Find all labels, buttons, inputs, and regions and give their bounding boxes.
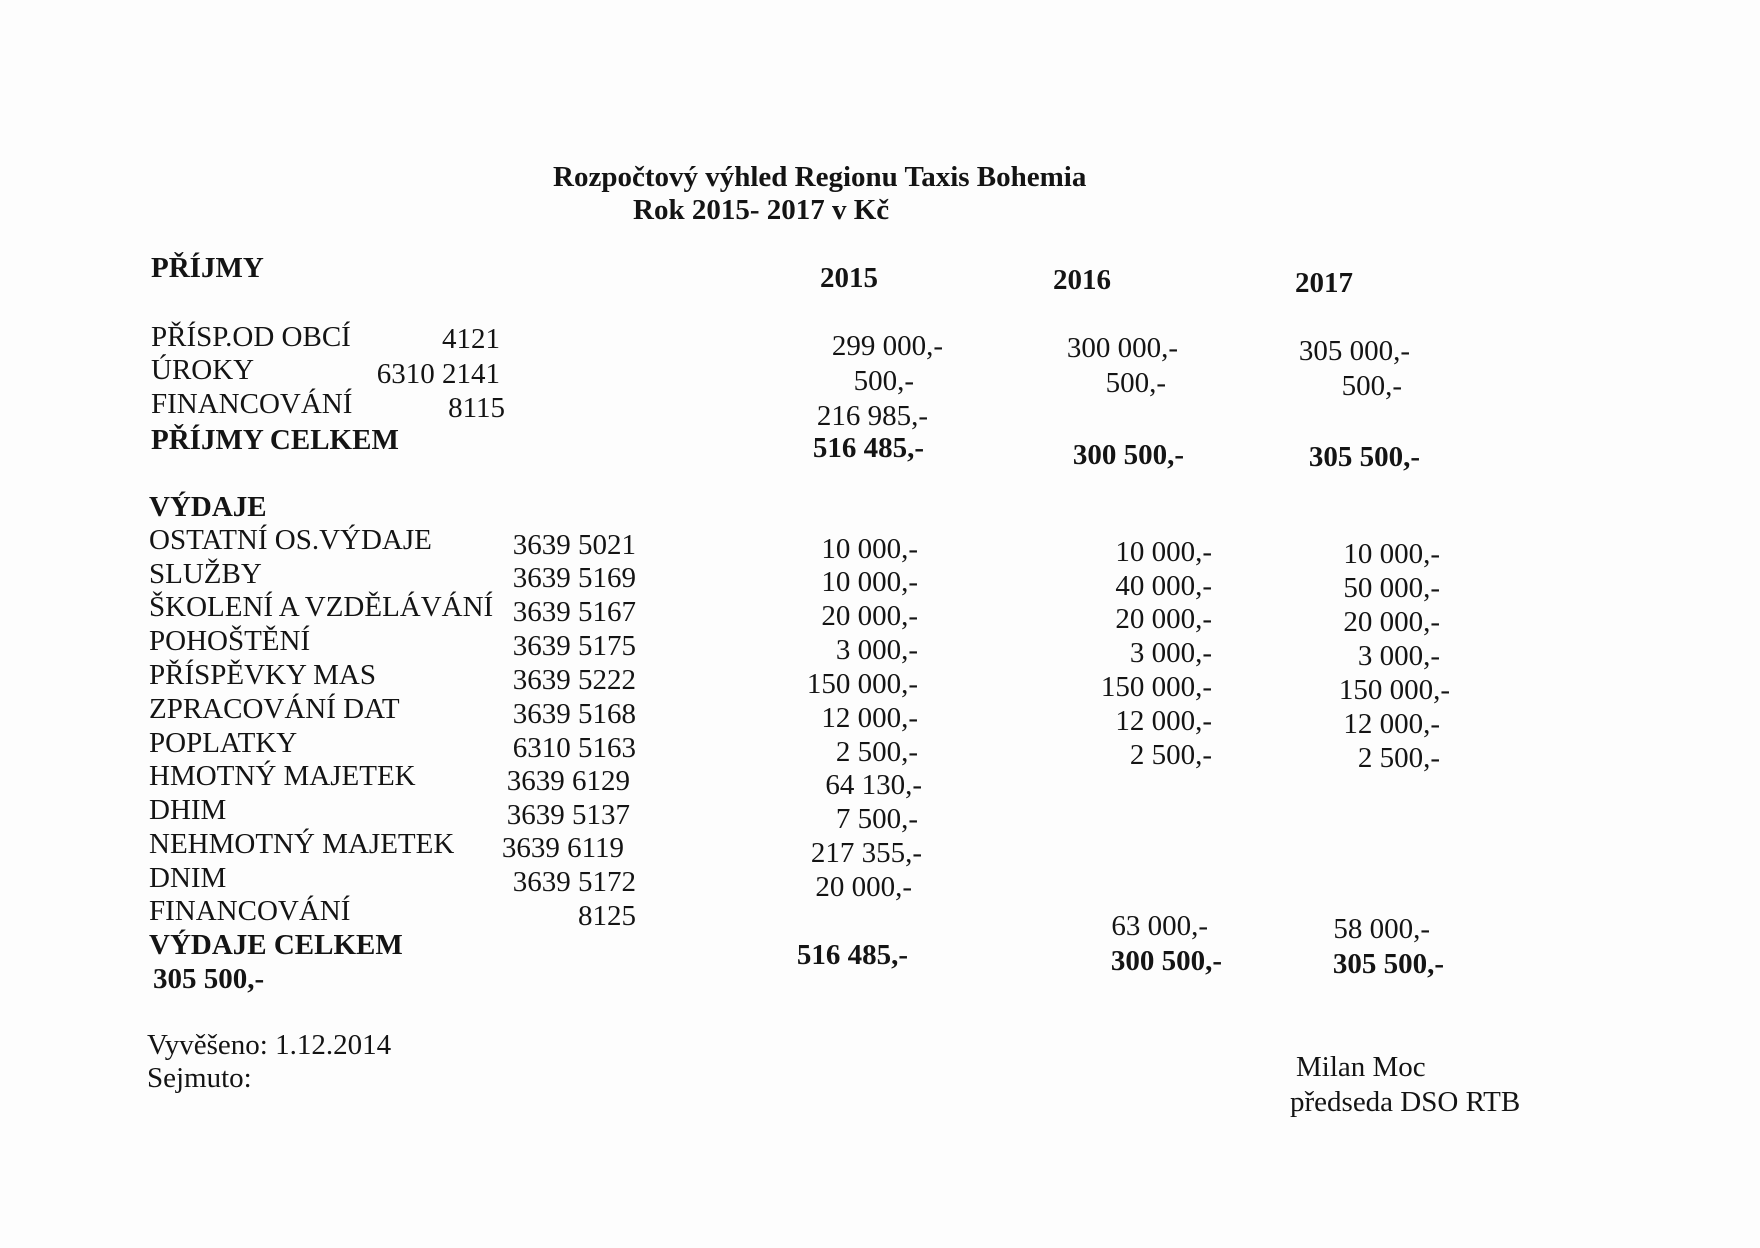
expense-row-account: 3639 5137	[506, 799, 630, 831]
expense-row-2015: 7 500,-	[835, 803, 918, 835]
expense-row-account: 3639 5222	[512, 664, 636, 696]
expenses-stray-value: 305 500,-	[153, 963, 265, 995]
expense-row-2017: 3 000,-	[1357, 640, 1440, 672]
signature-name: Milan Moc	[1296, 1051, 1426, 1083]
income-row-account: 6310 2141	[376, 358, 500, 390]
expense-row-2016: 12 000,-	[1115, 705, 1212, 737]
expenses-heading: VÝDAJE	[149, 491, 267, 523]
removed-date: Sejmuto:	[147, 1062, 252, 1094]
expense-row-2017: 58 000,-	[1333, 913, 1430, 945]
income-row-2016: 500,-	[1105, 367, 1166, 399]
expense-row-2016: 63 000,-	[1111, 910, 1208, 942]
income-row-2016: 300 000,-	[1066, 332, 1178, 364]
expense-row-account: 3639 5021	[512, 529, 636, 561]
expense-row-label: PŘÍSPĚVKY MAS	[149, 659, 376, 691]
expense-row-account: 3639 5168	[512, 698, 636, 730]
expense-row-label: POPLATKY	[149, 727, 298, 759]
income-total-2017: 305 500,-	[1308, 441, 1420, 473]
income-row-label: FINANCOVÁNÍ	[151, 388, 353, 420]
income-row-account: 8115	[448, 392, 505, 424]
expense-row-2015: 2 500,-	[835, 736, 918, 768]
income-row-2015: 500,-	[853, 365, 914, 397]
expense-row-label: HMOTNÝ MAJETEK	[149, 760, 416, 792]
income-heading: PŘÍJMY	[151, 252, 264, 284]
income-total-2016: 300 500,-	[1072, 439, 1184, 471]
expense-row-2017: 12 000,-	[1343, 708, 1440, 740]
income-row-label: ÚROKY	[151, 354, 255, 386]
income-row-label: PŘÍSP.OD OBCÍ	[151, 321, 351, 353]
document-subtitle: Rok 2015- 2017 v Kč	[633, 194, 890, 226]
expense-row-2016: 40 000,-	[1115, 570, 1212, 602]
expense-row-2017: 150 000,-	[1338, 674, 1450, 706]
posted-date: Vyvěšeno: 1.12.2014	[147, 1029, 392, 1061]
expense-row-label: ZPRACOVÁNÍ DAT	[149, 693, 400, 725]
expense-row-2016: 3 000,-	[1129, 637, 1212, 669]
year-header-2016: 2016	[1053, 264, 1111, 296]
expense-row-account: 3639 5169	[512, 562, 636, 594]
expense-row-account: 3639 5175	[512, 630, 636, 662]
expense-row-label: POHOŠTĚNÍ	[149, 625, 311, 657]
expense-row-label: SLUŽBY	[149, 558, 262, 590]
expenses-total-label: VÝDAJE CELKEM	[149, 929, 403, 961]
expense-row-2017: 10 000,-	[1343, 538, 1440, 570]
expense-row-2017: 2 500,-	[1357, 742, 1440, 774]
expense-row-account: 8125	[578, 900, 636, 932]
signature-role: předseda DSO RTB	[1290, 1086, 1521, 1118]
expense-row-label: DNIM	[149, 862, 227, 894]
expense-row-2016: 150 000,-	[1100, 671, 1212, 703]
expense-row-2016: 20 000,-	[1115, 603, 1212, 635]
expense-row-2015: 150 000,-	[806, 668, 918, 700]
expense-row-account: 3639 6129	[506, 765, 630, 797]
expense-row-2016: 10 000,-	[1115, 536, 1212, 568]
expense-row-2015: 3 000,-	[835, 634, 918, 666]
expense-row-2015: 217 355,-	[810, 837, 922, 869]
income-row-account: 4121	[442, 323, 500, 355]
expenses-total-2016: 300 500,-	[1110, 945, 1222, 977]
expense-row-2015: 10 000,-	[821, 566, 918, 598]
expense-row-label: FINANCOVÁNÍ	[149, 895, 351, 927]
expense-row-2015: 10 000,-	[821, 533, 918, 565]
expense-row-account: 3639 5172	[512, 866, 636, 898]
expense-row-2015: 20 000,-	[815, 871, 912, 903]
expense-row-account: 3639 5167	[512, 596, 636, 628]
document-title: Rozpočtový výhled Regionu Taxis Bohemia	[553, 161, 1087, 193]
income-row-2017: 500,-	[1341, 370, 1402, 402]
expense-row-2015: 20 000,-	[821, 600, 918, 632]
expense-row-label: OSTATNÍ OS.VÝDAJE	[149, 524, 432, 556]
expenses-total-2015: 516 485,-	[796, 939, 908, 971]
expense-row-2015: 12 000,-	[821, 702, 918, 734]
income-total-label: PŘÍJMY CELKEM	[151, 424, 399, 456]
income-total-2015: 516 485,-	[812, 432, 924, 464]
income-row-2017: 305 000,-	[1298, 335, 1410, 367]
expense-row-2015: 64 130,-	[825, 769, 922, 801]
expense-row-account: 3639 6119	[501, 832, 624, 864]
expense-row-account: 6310 5163	[512, 732, 636, 764]
income-row-2015: 216 985,-	[816, 400, 928, 432]
income-row-2015: 299 000,-	[831, 330, 943, 362]
expenses-total-2017: 305 500,-	[1332, 948, 1444, 980]
expense-row-2017: 20 000,-	[1343, 606, 1440, 638]
expense-row-label: DHIM	[149, 794, 227, 826]
expense-row-label: NEHMOTNÝ MAJETEK	[149, 828, 455, 860]
year-header-2017: 2017	[1295, 267, 1353, 299]
expense-row-2017: 50 000,-	[1343, 572, 1440, 604]
expense-row-label: ŠKOLENÍ A VZDĚLÁVÁNÍ	[149, 591, 494, 623]
expense-row-2016: 2 500,-	[1129, 739, 1212, 771]
year-header-2015: 2015	[820, 262, 878, 294]
